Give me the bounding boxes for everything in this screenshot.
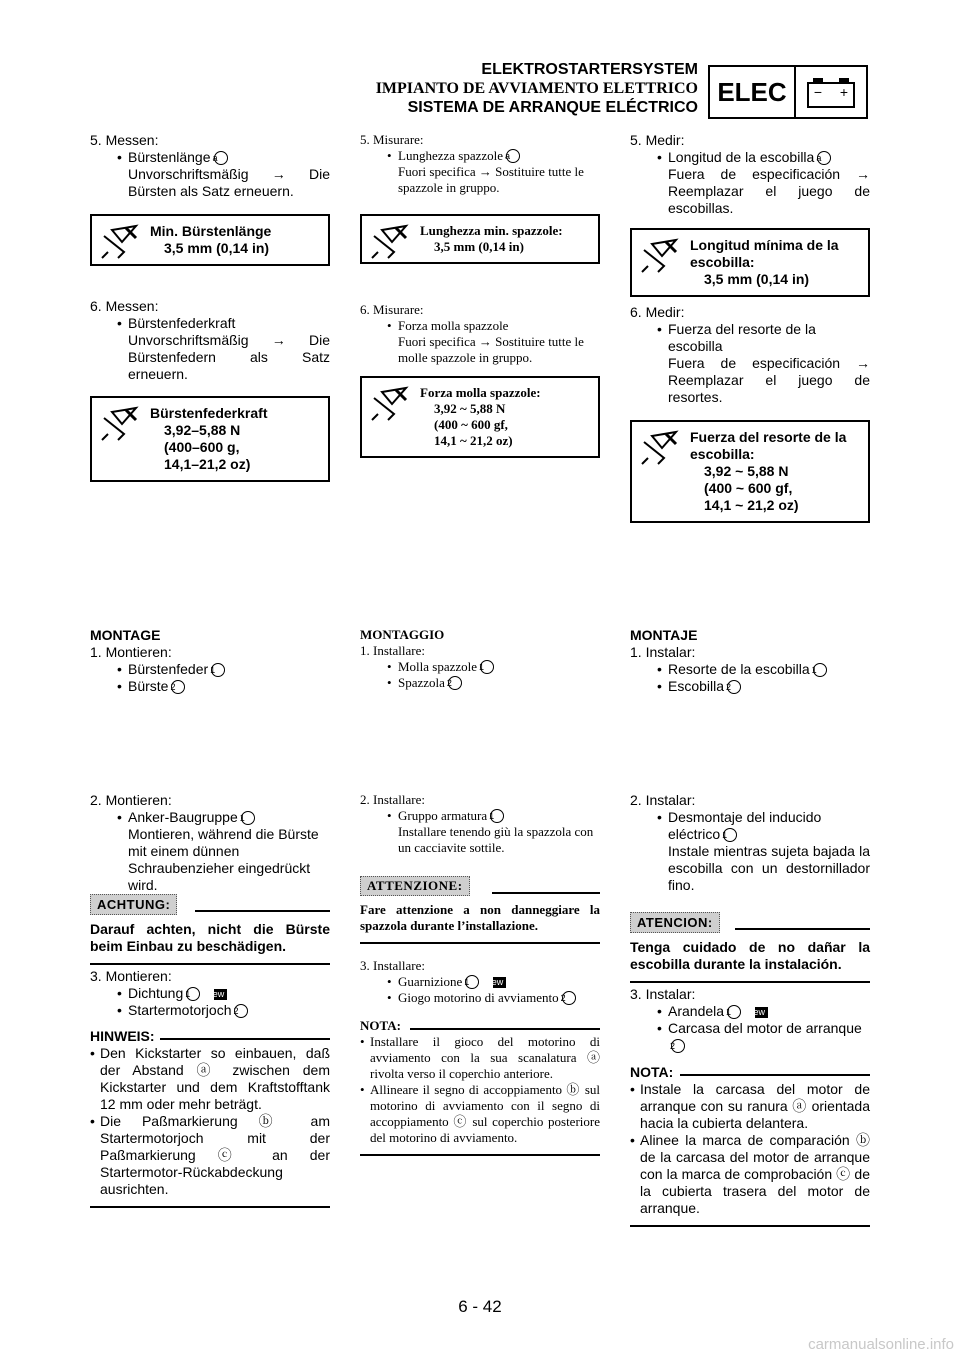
ref-1-icon: 1	[727, 1005, 741, 1019]
ref-1-icon: 1	[241, 811, 255, 825]
ref-1-icon: 1	[211, 663, 225, 677]
ref-1-icon: 1	[465, 975, 479, 989]
step-5-block: 5. Misurare: • Lunghezza spazzole a Fuori specifica → Sostituire tutte le spazzole in gruppo.	[360, 132, 600, 196]
caution-label: ACHTUNG:	[90, 894, 177, 915]
battery-minus-sign: −	[813, 84, 823, 100]
spec-box-brush-length	[90, 214, 330, 266]
ref-a-icon: a	[214, 151, 228, 165]
ref-2-icon: 2	[234, 1004, 248, 1018]
ref-2-icon: 2	[727, 680, 741, 694]
step-6-action: Unvorschriftsmäßig → Die Bürstenfedern als Satz erneuern.	[128, 332, 330, 382]
ref-2-icon: 2	[448, 676, 462, 690]
spec-title: Min. Bürstenlänge	[150, 223, 272, 239]
install-2-block: 2. Installare: • Gruppo armatura 1 Installare tenendo giù la spazzola con un cacciavite sottile.	[360, 792, 600, 856]
step-5-action: Unvorschriftsmäßig → Die Bürsten als Satz erneuern.	[128, 166, 330, 199]
caution-box: ATTENZIONE: Fare attenzione a non danneggiare la spazzola durante l’installazione.	[360, 876, 600, 944]
step-5-block	[90, 132, 330, 200]
spec-box-spring-force: Forza molla spazzole: 3,92 ~ 5,88 N (400 ~ 600 gf, 14,1 ~ 21,2 oz)	[360, 376, 600, 458]
step-5-block: 5. Medir: • Longitud de la escobilla a Fuera de especificación → Reemplazar el juego de escobillas.	[630, 132, 870, 217]
ref-a-icon: a	[506, 149, 520, 163]
note-item: • Den Kickstarter so einbauen, daß der Abstand ⓐ zwischen dem Kickstarter und dem Kraftstofftank 12 mm oder mehr beträgt.	[90, 1045, 330, 1113]
section-heading: MONTAGE	[90, 627, 161, 643]
step-6-block: 6. Medir: • Fuerza del resorte de la escobilla Fuera de especificación → Reemplazar el juego de resortes.	[630, 304, 870, 406]
montage-block: MONTAJE 1. Instalar: • Resorte de la escobilla 1 • Escobilla 2	[630, 627, 870, 695]
install-3-block: 3. Installare: • Guarnizione 1 New • Giogo motorino di avviamento 2	[360, 958, 600, 1006]
note-label: HINWEIS:	[90, 1028, 155, 1044]
spec-box-brush-length: Lunghezza min. spazzole: 3,5 mm (0,14 in)	[360, 214, 600, 264]
new-part-badge: New	[493, 977, 506, 988]
ref-2-icon: 2	[171, 680, 185, 694]
spec-box-brush-length: Longitud mínima de la escobilla: 3,5 mm (0,14 in)	[630, 228, 870, 297]
note-box: NOTA: • Instale la carcasa del motor de arranque con su ranura ⓐ orientada hacia la cubierta delantera. • Alinee la marca de comparación ⓑ de la carcasa del motor de arranque con la marca de comprobación ⓒ de la cubierta trasera del motor de arranque.	[630, 1064, 870, 1227]
note-item: • Die Paßmarkierung ⓑ am Startermotorjoch mit der Paßmarkierung ⓒ an der Startermotor-Rückabdeckung ausrichten.	[90, 1113, 330, 1198]
caution-box	[90, 894, 330, 965]
wrench-spec-icon	[632, 422, 690, 521]
wrench-spec-icon	[632, 230, 690, 295]
battery-icon	[796, 67, 866, 117]
montage-block: MONTAGE 1. Montieren: • Bürstenfeder 1 • Bürste 2	[90, 627, 330, 695]
battery-plus-sign: +	[839, 84, 849, 100]
title-es: SISTEMA DE ARRANQUE ELÉCTRICO	[407, 99, 698, 116]
note-box: NOTA: • Installare il gioco del motorino di avviamento con la sua scanalatura ⓐ rivolta verso il coperchio anteriore. • Allineare il segno di accoppiamento ⓑ sul motorino di avviamento con il segno di accoppiamento ⓒ sul coperchio posteriore del motorino di avviamento.	[360, 1018, 600, 1156]
install-2-block: 2. Instalar: • Desmontaje del inducido eléctrico 1 Instale mientras sujeta bajada la escobilla con un destornillador fino.	[630, 792, 870, 894]
ref-1-icon: 1	[813, 663, 827, 677]
ref-a-icon: a	[817, 151, 831, 165]
caution-text: Darauf achten, nicht die Bürste beim Einbau zu beschädigen.	[90, 921, 330, 954]
montage-block: MONTAGGIO 1. Installare: • Molla spazzole 1 • Spazzola 2	[360, 627, 600, 691]
page-number: 6 - 42	[458, 1297, 502, 1316]
wrench-spec-icon	[362, 378, 420, 456]
section-code: ELEC	[710, 67, 796, 117]
title-de: ELEKTROSTARTERSYSTEM	[481, 61, 698, 78]
wrench-spec-icon	[362, 216, 420, 262]
note-box	[90, 1028, 330, 1208]
step-5-label: 5. Messen:	[90, 132, 159, 148]
wrench-spec-icon	[92, 398, 150, 480]
header-titles	[376, 60, 698, 117]
section-badge	[708, 65, 868, 119]
step-6-label: 6. Messen:	[90, 298, 159, 314]
ref-2-icon: 2	[671, 1039, 685, 1053]
spec-box-spring-force: Fuerza del resorte de la escobilla: 3,92 ~ 5,88 N (400 ~ 600 gf, 14,1 ~ 21,2 oz)	[630, 420, 870, 523]
step-6-item: • Bürstenfederkraft	[90, 315, 330, 332]
spec-value: 3,5 mm (0,14 in)	[164, 240, 270, 256]
new-part-badge: New	[755, 1007, 768, 1018]
spec-box-spring-force: Bürstenfederkraft 3,92–5,88 N (400–600 g, 14,1–21,2 oz)	[90, 396, 330, 482]
step-6-block: 6. Misurare: • Forza molla spazzole Fuori specifica → Sostituire tutte le molle spazzole in gruppo.	[360, 302, 600, 366]
ref-1-icon: 1	[480, 660, 494, 674]
new-part-badge: New	[214, 989, 227, 1000]
spec-title: Bürstenfederkraft	[150, 405, 268, 421]
title-it: IMPIANTO DE AVVIAMENTO ELETTRICO	[375, 80, 698, 97]
install-3-block: 3. Instalar: • Arandela 1 New • Carcasa del motor de arranque2	[630, 986, 870, 1054]
wrench-spec-icon	[92, 216, 150, 264]
watermark: carmanualsonline.info	[808, 1336, 954, 1353]
step-5-item: • Bürstenlänge a	[90, 149, 330, 166]
ref-1-icon: 1	[186, 987, 200, 1001]
install-3-block: 3. Montieren: • Dichtung 1 New • Startermotorjoch 2	[90, 968, 330, 1019]
step-6-block	[90, 298, 330, 383]
install-2-block: 2. Montieren: • Anker-Baugruppe 1 Montieren, während die Bürste mit einem dünnen Schraubenzieher eingedrückt wird.	[90, 792, 330, 894]
ref-1-icon: 1	[490, 809, 504, 823]
ref-1-icon: 1	[723, 828, 737, 842]
caution-box: ATENCION: Tenga cuidado de no dañar la escobilla durante la instalación.	[630, 912, 870, 983]
ref-2-icon: 2	[562, 991, 576, 1005]
